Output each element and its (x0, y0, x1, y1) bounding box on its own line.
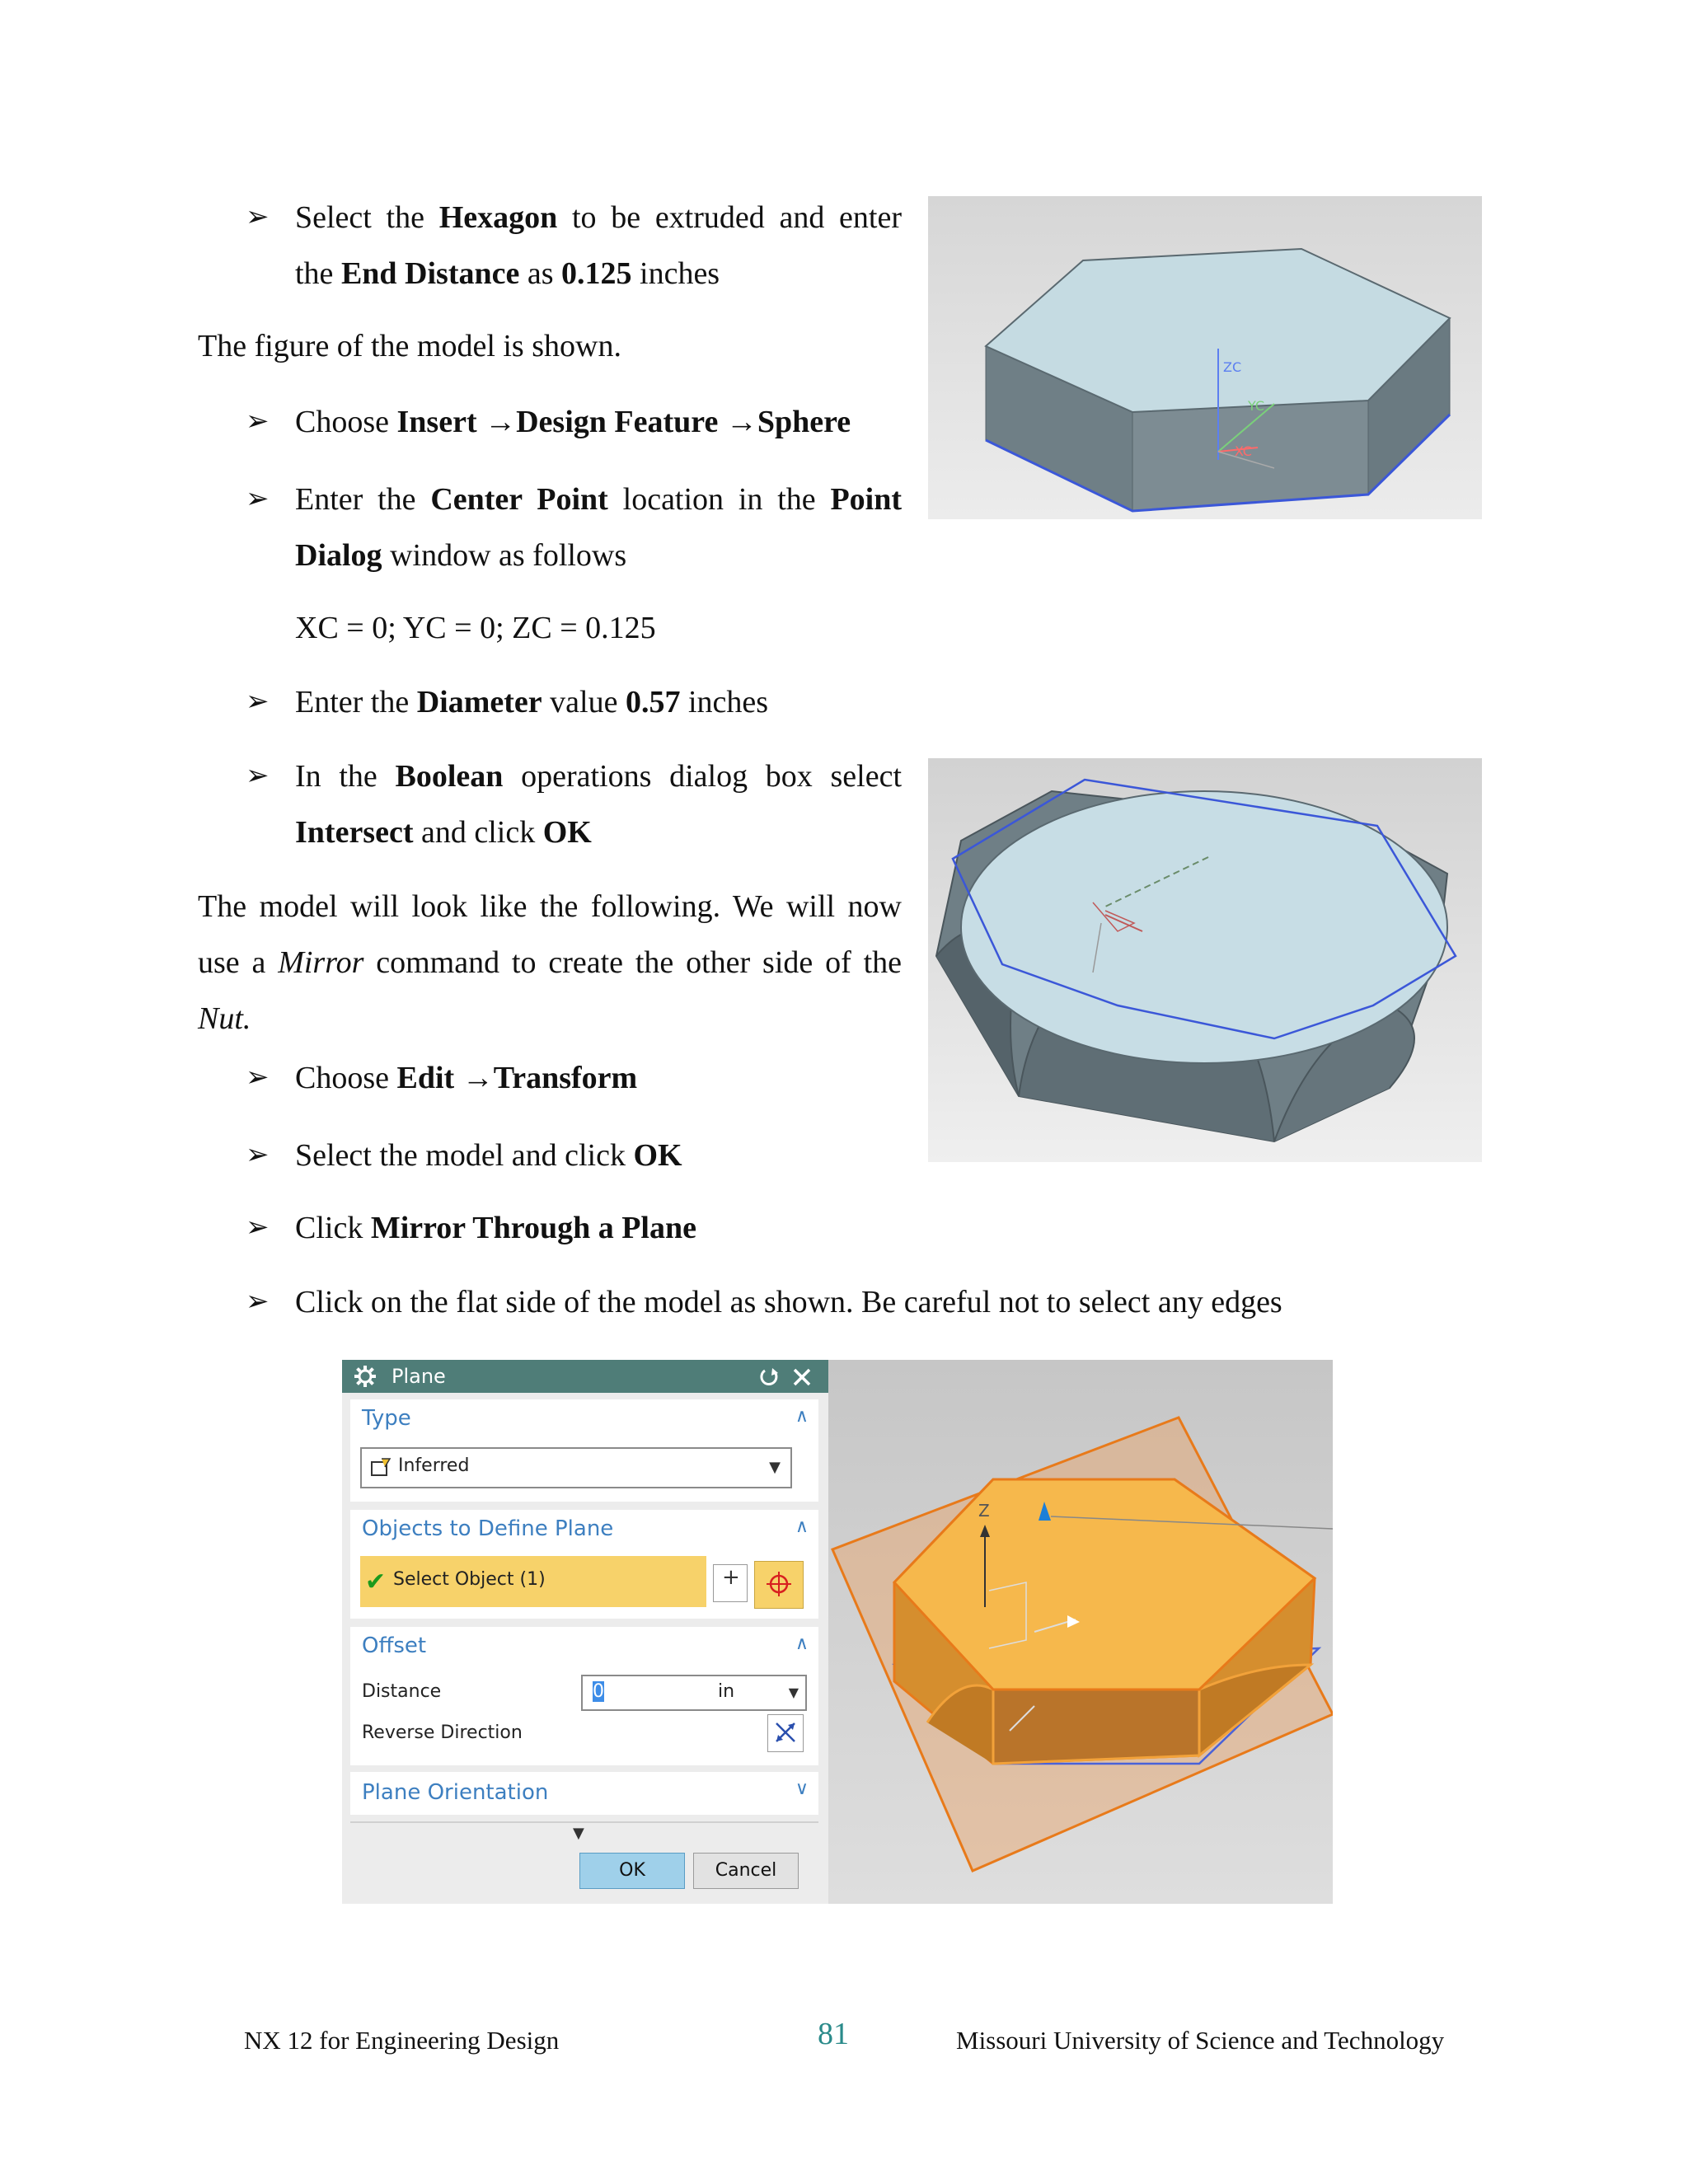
objects-section (350, 1510, 818, 1619)
paragraph-model-look-line2: use a Mirror command to create the other side of the (198, 945, 903, 980)
reverse-direction-button[interactable] (767, 1714, 804, 1752)
bullet: ➢ (246, 687, 270, 717)
step-center-point-line2: Dialog window as follows (295, 538, 627, 573)
chevron-up-icon[interactable]: ∧ (795, 1633, 809, 1654)
xc-label: XC (1235, 443, 1252, 459)
zc-label: ZC (1223, 359, 1242, 375)
crosshair-icon (765, 1570, 793, 1598)
step-click-flat-side: Click on the flat side of the model as shown. Be careful not to select any edges (295, 1285, 1282, 1319)
figure-extruded-hexagon (928, 196, 1482, 519)
type-dropdown-value: Inferred (398, 1455, 470, 1476)
type-section-header[interactable]: Type (362, 1406, 411, 1431)
distance-unit: in (718, 1681, 735, 1702)
paragraph-model-look-line1: The model will look like the following. We will now (198, 889, 902, 924)
figure-intersected-nut (928, 758, 1482, 1162)
offset-section (350, 1627, 818, 1765)
bullet: ➢ (246, 1286, 270, 1317)
distance-input[interactable] (581, 1675, 807, 1711)
checkmark-icon: ✔ (365, 1568, 387, 1596)
reverse-direction-label: Reverse Direction (362, 1722, 523, 1743)
footer-book-title: NX 12 for Engineering Design (244, 2026, 560, 2055)
step-insert-sphere: Choose Insert →Design Feature →Sphere (295, 405, 851, 439)
step-center-point-line1: Enter the Center Point location in the Point (295, 482, 903, 517)
more-options-icon[interactable]: ▼ (573, 1825, 584, 1842)
bullet: ➢ (246, 202, 270, 232)
step-diameter: Enter the Diameter value 0.57 inches (295, 685, 769, 719)
plane-orientation-header[interactable]: Plane Orientation (362, 1780, 549, 1805)
step-boolean-line1: In the Boolean operations dialog box select (295, 759, 903, 794)
coordinates-text: XC = 0; YC = 0; ZC = 0.125 (295, 611, 656, 645)
step-select-model: Select the model and click OK (295, 1138, 682, 1173)
add-selection-button[interactable] (713, 1564, 748, 1602)
bullet: ➢ (246, 1212, 270, 1243)
chevron-down-icon[interactable]: ∨ (795, 1779, 809, 1799)
paragraph-model-look-line3: Nut. (198, 1001, 251, 1036)
dialog-title-bar (342, 1360, 828, 1393)
step-select-hexagon-line1: Select the Hexagon to be extruded and enter (295, 200, 902, 235)
ok-button[interactable]: OK (579, 1853, 685, 1889)
point-dialog-button[interactable] (754, 1561, 804, 1609)
page-number: 81 (818, 2017, 849, 2051)
footer-university: Missouri University of Science and Technology (956, 2026, 1445, 2055)
cancel-button[interactable]: Cancel (693, 1853, 799, 1889)
chevron-up-icon[interactable]: ∧ (795, 1516, 809, 1537)
bullet: ➢ (246, 484, 270, 514)
dialog-title: Plane (392, 1365, 446, 1388)
select-object-label: Select Object (1) (393, 1569, 546, 1590)
inferred-plane-icon (370, 1457, 392, 1479)
gear-icon (354, 1365, 377, 1388)
step-mirror-plane: Click Mirror Through a Plane (295, 1211, 696, 1245)
chevron-up-icon[interactable]: ∧ (795, 1406, 809, 1427)
yc-label: YC (1248, 398, 1265, 414)
chevron-down-icon: ▼ (788, 1685, 799, 1700)
reverse-direction-icon (773, 1720, 798, 1745)
distance-value: 0 (593, 1681, 604, 1702)
type-dropdown[interactable] (360, 1447, 792, 1488)
paragraph-figure-shown: The figure of the model is shown. (198, 329, 621, 363)
step-select-hexagon-line2: the End Distance as 0.125 inches (295, 256, 720, 291)
step-boolean-line2: Intersect and click OK (295, 815, 592, 850)
select-object-row[interactable] (360, 1556, 706, 1607)
plus-icon: + (722, 1565, 740, 1590)
type-section (350, 1399, 818, 1502)
distance-label: Distance (362, 1681, 442, 1702)
close-icon[interactable] (791, 1366, 813, 1388)
offset-section-header[interactable]: Offset (362, 1633, 427, 1658)
chevron-down-icon: ▼ (769, 1459, 781, 1476)
step-edit-transform: Choose Edit →Transform (295, 1061, 638, 1095)
bullet: ➢ (246, 406, 270, 437)
z-axis-label: Z (978, 1501, 990, 1521)
figure-mirror-plane-model (828, 1360, 1333, 1904)
bullet: ➢ (246, 1062, 270, 1093)
plane-dialog (342, 1360, 828, 1904)
objects-section-header[interactable]: Objects to Define Plane (362, 1516, 614, 1541)
reset-icon[interactable] (758, 1366, 780, 1388)
bullet: ➢ (246, 1140, 270, 1170)
plane-orientation-section[interactable] (350, 1772, 818, 1815)
bullet: ➢ (246, 761, 270, 791)
